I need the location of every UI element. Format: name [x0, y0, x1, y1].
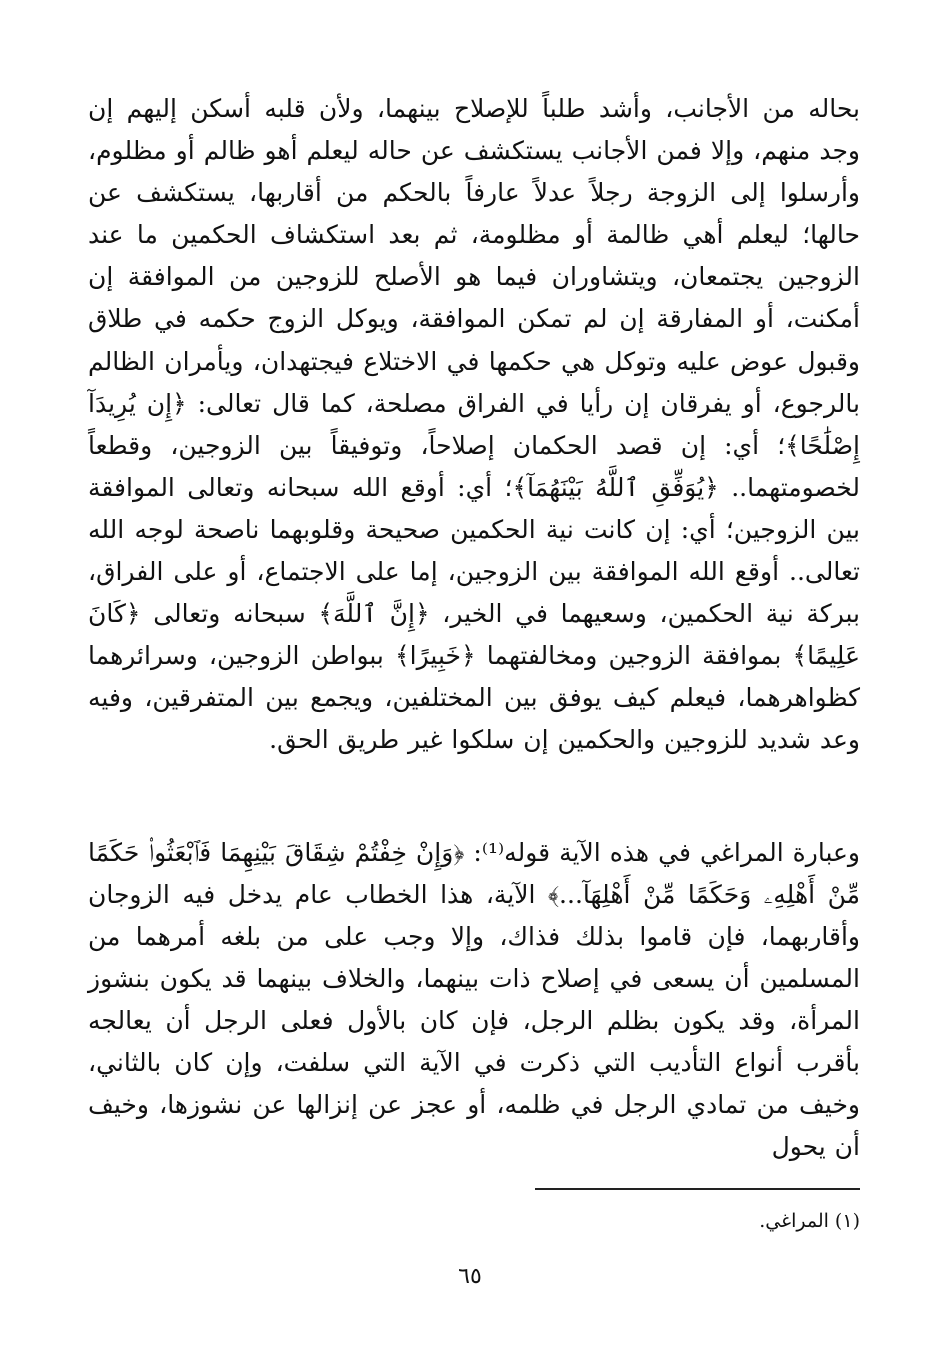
footnote: (١) المراغي.	[759, 1210, 860, 1232]
paragraph-2: وعبارة المراغي في هذه الآية قوله⁽¹⁾: ﴿وَإِنْ خِفْتُمْ شِقَاقَ بَيْنِهِمَا فَٱبْعَثُوا۟ حَكَمًا مِّنْ أَهْلِهِۦ وَحَكَمًا مِّنْ أَهْلِهَآ...﴾ الآية، هذا الخطاب عام يدخل فيه الزوجان وأقاربهما، فإن قاموا بذلك فذاك، وإلا وجب على من بلغه أمرهما من المسلمين أن يسعى في إصلاح ذات بينهما، والخلاف بينهما قد يكون بنشوز المرأة، وقد يكون بظلم الرجل، فإن كان بالأول فعلى الرجل أن يعالجه بأقرب أنواع التأديب التي ذكرت في الآية التي سلفت، وإن كان بالثاني، وخيف من تمادي الرجل في ظلمه، أو عجز عن إنزالها عن نشوزها، وخيف أن يحول	[88, 837, 860, 1162]
page-number: ٦٥	[458, 1264, 482, 1289]
paragraph-1: بحاله من الأجانب، وأشد طلباً للإصلاح بينهما، ولأن قلبه أسكن إليهم إن وجد منهم، وإلا فمن الأجانب يستكشف عن حاله ليعلم أهو ظالم أو مظلوم، وأرسلوا إلى الزوجة رجلاً عدلاً عارفاً بالحكم من أقاربها، يستكشف عن حالها؛ ليعلم أهي ظالمة أو مظلومة، ثم بعد استكشاف الحكمين ما عند الزوجين يجتمعان، ويتشاوران فيما هو الأصلح للزوجين من الموافقة إن أمكنت، أو المفارقة إن لم تمكن الموافقة، ويوكل الزوج حكمه في طلاق وقبول عوض عليه وتوكل هي حكمها في الاختلاع فيجتهدان، ويأمران الظالم بالرجوع، أو يفرقان إن رأيا في الفراق مصلحة، كما قال تعالى: ﴿إِن يُرِيدَآ إِصْلَٰحًا﴾؛ أي: إن قصد الحكمان إصلاحاً، وتوفيقاً بين الزوجين، وقطعاً لخصومتهما.. ﴿يُوَفِّقِ ٱللَّهُ بَيْنَهُمَآ﴾؛ أي: أوقع الله سبحانه وتعالى الموافقة بين الزوجين؛ أي: إن كانت نية الحكمين صحيحة وقلوبهما ناصحة لوجه الله تعالى.. أوقع الله الموافقة بين الزوجين، إما على الاجتماع، أو على الفراق، ببركة نية الحكمين، وسعيهما في الخير، ﴿إِنَّ ٱللَّهَ﴾ سبحانه وتعالى ﴿كَانَ عَلِيمًا﴾ بموافقة الزوجين ومخالفتهما ﴿خَبِيرًا﴾ ببواطن الزوجين، وسرائرهما كظواهرهما، فيعلم كيف يوفق بين المختلفين، ويجمع بين المتفرقين، وفيه وعد شديد للزوجين والحكمين إن سلكوا غير طريق الحق.	[88, 94, 860, 755]
page-body	[88, 88, 860, 1168]
footnote-divider	[535, 1188, 860, 1190]
